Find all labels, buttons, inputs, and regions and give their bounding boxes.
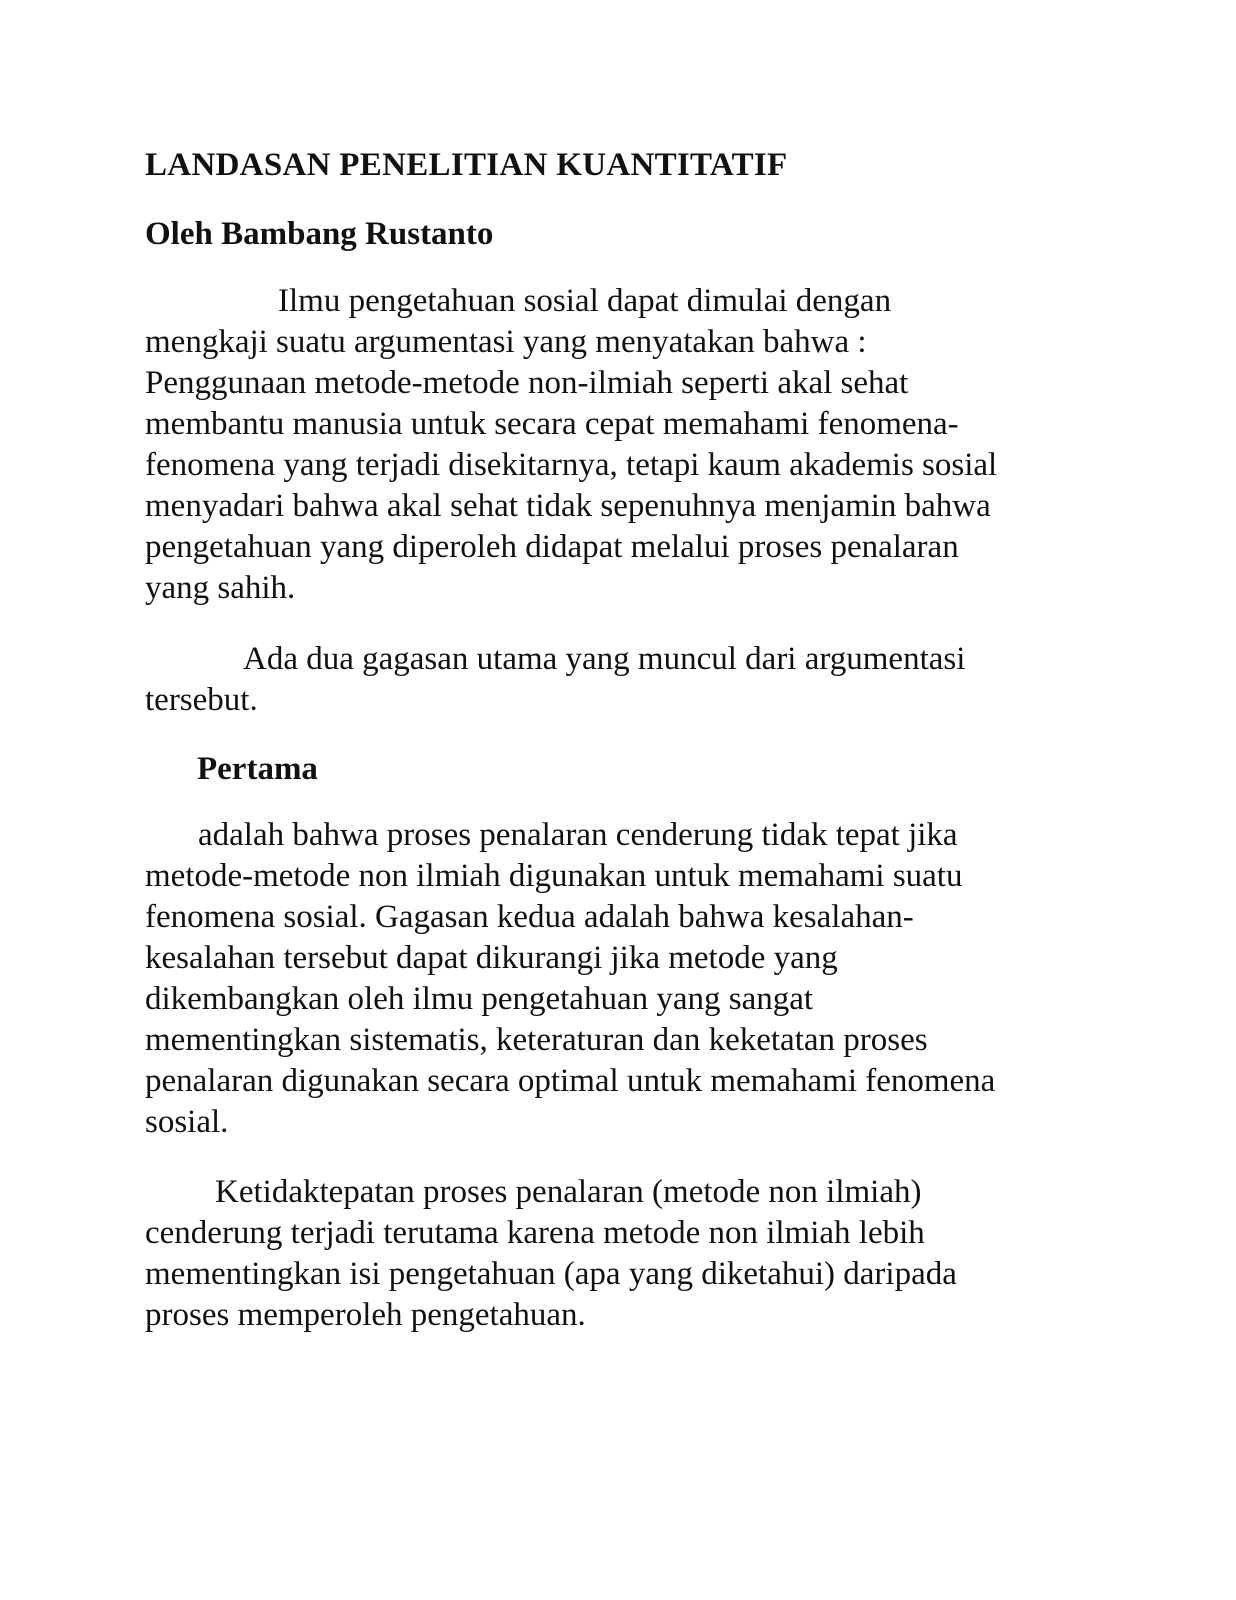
paragraph-line: Ketidaktepatan proses penalaran (metode non ilmiah)	[215, 1174, 922, 1210]
paragraph-line: sosial.	[145, 1104, 229, 1140]
paragraph-line: Ilmu pengetahuan sosial dapat dimulai dengan	[278, 283, 892, 319]
paragraph-inaccuracy	[145, 1172, 1085, 1336]
paragraph-line: metode-metode non ilmiah digunakan untuk memahami suatu	[145, 858, 963, 894]
paragraph-line: proses memperoleh pengetahuan.	[145, 1297, 586, 1333]
paragraph-first-idea	[145, 815, 1085, 1143]
paragraph-line: mementingkan isi pengetahuan (apa yang diketahui) daripada	[145, 1256, 957, 1292]
paragraph-line: Penggunaan metode-metode non-ilmiah seperti akal sehat	[145, 365, 909, 401]
paragraph-line: pengetahuan yang diperoleh didapat melalui proses penalaran	[145, 529, 959, 565]
paragraph-line: membantu manusia untuk secara cepat memahami fenomena-	[145, 406, 959, 442]
paragraph-intro	[145, 281, 1085, 609]
paragraph-line: penalaran digunakan secara optimal untuk memahami fenomena	[145, 1063, 996, 1099]
paragraph-line: tersebut.	[145, 682, 258, 718]
document-author: Oleh Bambang Rustanto	[145, 216, 494, 252]
paragraph-line: yang sahih.	[145, 570, 296, 606]
subheading-pertama: Pertama	[197, 751, 318, 787]
paragraph-line: Ada dua gagasan utama yang muncul dari argumentasi	[243, 641, 966, 677]
paragraph-line: mementingkan sistematis, keteraturan dan keketatan proses	[145, 1022, 928, 1058]
paragraph-two-ideas	[145, 639, 1085, 721]
paragraph-line: fenomena yang terjadi disekitarnya, tetapi kaum akademis sosial	[145, 447, 998, 483]
paragraph-line: kesalahan tersebut dapat dikurangi jika metode yang	[145, 940, 838, 976]
paragraph-line: mengkaji suatu argumentasi yang menyatakan bahwa :	[145, 324, 867, 360]
paragraph-line: menyadari bahwa akal sehat tidak sepenuhnya menjamin bahwa	[145, 488, 991, 524]
paragraph-line: cenderung terjadi terutama karena metode non ilmiah lebih	[145, 1215, 925, 1251]
paragraph-line: dikembangkan oleh ilmu pengetahuan yang sangat	[145, 981, 814, 1017]
paragraph-line: adalah bahwa proses penalaran cenderung tidak tepat jika	[198, 817, 958, 853]
paragraph-line: fenomena sosial. Gagasan kedua adalah bahwa kesalahan-	[145, 899, 914, 935]
document-title: LANDASAN PENELITIAN KUANTITATIF	[145, 147, 788, 183]
